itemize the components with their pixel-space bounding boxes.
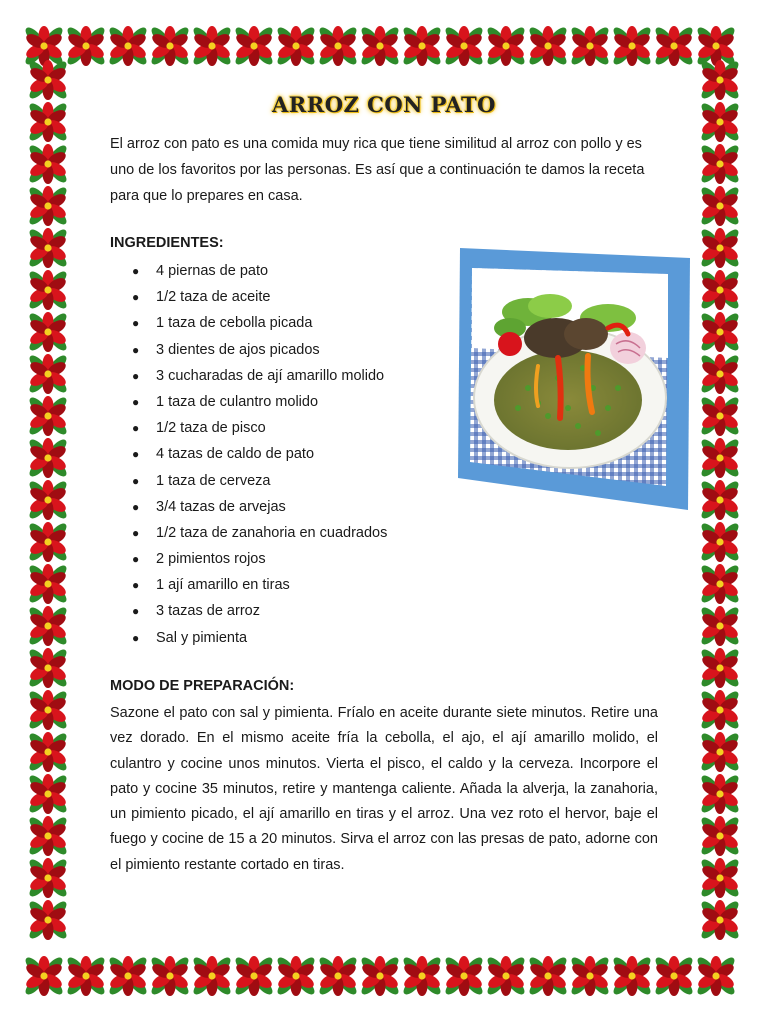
poinsettia-icon	[485, 955, 527, 997]
poinsettia-icon	[27, 437, 69, 479]
poinsettia-icon	[443, 955, 485, 997]
poinsettia-icon	[27, 563, 69, 605]
poinsettia-icon	[27, 311, 69, 353]
poinsettia-icon	[527, 955, 569, 997]
poinsettia-icon	[699, 185, 741, 227]
poinsettia-icon	[27, 899, 69, 941]
poinsettia-icon	[359, 25, 401, 67]
ingredient-item: ● 1 taza de culantro molido	[110, 389, 387, 415]
poinsettia-icon	[611, 955, 653, 997]
ingredients-heading: INGREDIENTES:	[110, 235, 224, 251]
poinsettia-icon	[653, 25, 695, 67]
ingredient-item: ● 1 ají amarillo en tiras	[110, 572, 387, 598]
bullet-icon: ●	[132, 290, 140, 305]
poinsettia-icon	[653, 955, 695, 997]
preparation-paragraph: Sazone el pato con sal y pimienta. Fríalo en aceite durante siete minutos. Retire una vez dorado. En el mismo aceite fría la cebolla, el ajo, el ají amarillo molido, el culantro y cocine unos minutos. Vierta el pisco, el caldo y la cerveza. Incorpore el pato y cocine 35 minutos, retire y mantenga caliente. Añada la alverja, la zanahoria, un pimiento picado, el ají amarillo en tiras y el arroz. Una vez roto el hervor, baje el fuego y cocine de 15 a 20 minutos. Sirva el arroz con las presas de pato, adorne con el pimiento restante cortado en tiras.	[110, 705, 658, 873]
poinsettia-icon	[699, 353, 741, 395]
poinsettia-icon	[359, 955, 401, 997]
poinsettia-icon	[27, 269, 69, 311]
poinsettia-strip	[22, 60, 74, 960]
poinsettia-icon	[699, 815, 741, 857]
ingredient-item: ● 3/4 tazas de arvejas	[110, 494, 387, 520]
poinsettia-icon	[27, 521, 69, 563]
poinsettia-icon	[27, 185, 69, 227]
preparation-heading: MODO DE PREPARACIÓN:	[110, 678, 295, 694]
poinsettia-border-top	[22, 22, 746, 70]
poinsettia-icon	[65, 955, 107, 997]
poinsettia-icon	[695, 955, 737, 997]
poinsettia-icon	[233, 25, 275, 67]
ingredient-item: ● 3 cucharadas de ají amarillo molido	[110, 363, 387, 389]
ingredient-item: ● 1/2 taza de aceite	[110, 284, 387, 310]
poinsettia-icon	[27, 689, 69, 731]
poinsettia-icon	[27, 353, 69, 395]
poinsettia-icon	[699, 437, 741, 479]
ingredient-item: ● 4 piernas de pato	[110, 258, 387, 284]
poinsettia-icon	[27, 605, 69, 647]
poinsettia-icon	[401, 955, 443, 997]
bullet-icon: ●	[132, 552, 140, 567]
poinsettia-icon	[275, 25, 317, 67]
poinsettia-border-left	[22, 60, 74, 960]
bullet-icon: ●	[132, 264, 140, 278]
poinsettia-icon	[149, 25, 191, 67]
ingredient-item: ● 1 taza de cebolla picada	[110, 310, 387, 336]
poinsettia-icon	[27, 731, 69, 773]
poinsettia-icon	[569, 955, 611, 997]
bullet-icon: ●	[132, 473, 140, 488]
poinsettia-icon	[699, 857, 741, 899]
bullet-icon: ●	[132, 316, 140, 331]
bullet-icon: ●	[132, 394, 140, 409]
poinsettia-icon	[149, 955, 191, 997]
poinsettia-icon	[699, 479, 741, 521]
poinsettia-icon	[699, 395, 741, 437]
rice-dish-photo-icon	[458, 248, 690, 510]
poinsettia-icon	[699, 647, 741, 689]
poinsettia-icon	[485, 25, 527, 67]
poinsettia-icon	[317, 25, 359, 67]
ingredient-item: ● 1/2 taza de zanahoria en cuadrados	[110, 520, 387, 546]
ingredient-item: ● 3 dientes de ajos picados	[110, 337, 387, 363]
poinsettia-icon	[23, 955, 65, 997]
ingredient-item: ● 4 tazas de caldo de pato	[110, 441, 387, 467]
poinsettia-icon	[27, 647, 69, 689]
ingredients-list	[110, 258, 387, 651]
poinsettia-icon	[27, 773, 69, 815]
poinsettia-strip	[22, 950, 746, 1002]
bullet-icon: ●	[132, 421, 140, 436]
poinsettia-icon	[233, 955, 275, 997]
recipe-title: ARROZ CON PATO	[272, 92, 496, 117]
poinsettia-icon	[27, 857, 69, 899]
poinsettia-icon	[107, 955, 149, 997]
poinsettia-strip	[22, 22, 746, 70]
poinsettia-icon	[699, 773, 741, 815]
poinsettia-icon	[699, 563, 741, 605]
bullet-icon: ●	[132, 578, 140, 593]
poinsettia-icon	[107, 25, 149, 67]
poinsettia-icon	[191, 25, 233, 67]
poinsettia-icon	[401, 25, 443, 67]
poinsettia-border-bottom	[22, 950, 746, 1002]
bullet-icon: ●	[132, 368, 140, 383]
bullet-icon: ●	[132, 342, 140, 357]
poinsettia-icon	[527, 25, 569, 67]
poinsettia-icon	[699, 521, 741, 563]
bullet-icon: ●	[132, 604, 140, 619]
poinsettia-icon	[699, 689, 741, 731]
poinsettia-icon	[275, 955, 317, 997]
poinsettia-border-right	[694, 60, 746, 960]
poinsettia-icon	[699, 731, 741, 773]
poinsettia-icon	[699, 605, 741, 647]
ingredient-item: ● 1/2 taza de pisco	[110, 415, 387, 441]
poinsettia-icon	[27, 815, 69, 857]
intro-paragraph: El arroz con pato es una comida muy rica que tiene similitud al arroz con pollo y es uno de los favoritos por las personas. Es así que a continuación te damos la receta para que lo prepares en casa.	[110, 136, 645, 204]
poinsettia-icon	[699, 143, 741, 185]
poinsettia-icon	[317, 955, 359, 997]
poinsettia-icon	[27, 227, 69, 269]
bullet-icon: ●	[132, 525, 140, 540]
poinsettia-icon	[699, 269, 741, 311]
poinsettia-icon	[569, 25, 611, 67]
ingredient-item: ● 3 tazas de arroz	[110, 598, 387, 624]
ingredient-item: ● 2 pimientos rojos	[110, 546, 387, 572]
bullet-icon: ●	[132, 499, 140, 514]
poinsettia-icon	[27, 479, 69, 521]
poinsettia-icon	[699, 311, 741, 353]
poinsettia-icon	[27, 395, 69, 437]
poinsettia-icon	[699, 899, 741, 941]
bullet-icon: ●	[132, 630, 140, 645]
poinsettia-strip	[694, 60, 746, 960]
ingredient-item: ● Sal y pimienta	[110, 625, 387, 651]
poinsettia-icon	[191, 955, 233, 997]
poinsettia-icon	[443, 25, 485, 67]
ingredient-item: ● 1 taza de cerveza	[110, 468, 387, 494]
poinsettia-icon	[611, 25, 653, 67]
bullet-icon: ●	[132, 447, 140, 462]
poinsettia-icon	[699, 227, 741, 269]
poinsettia-icon	[27, 143, 69, 185]
